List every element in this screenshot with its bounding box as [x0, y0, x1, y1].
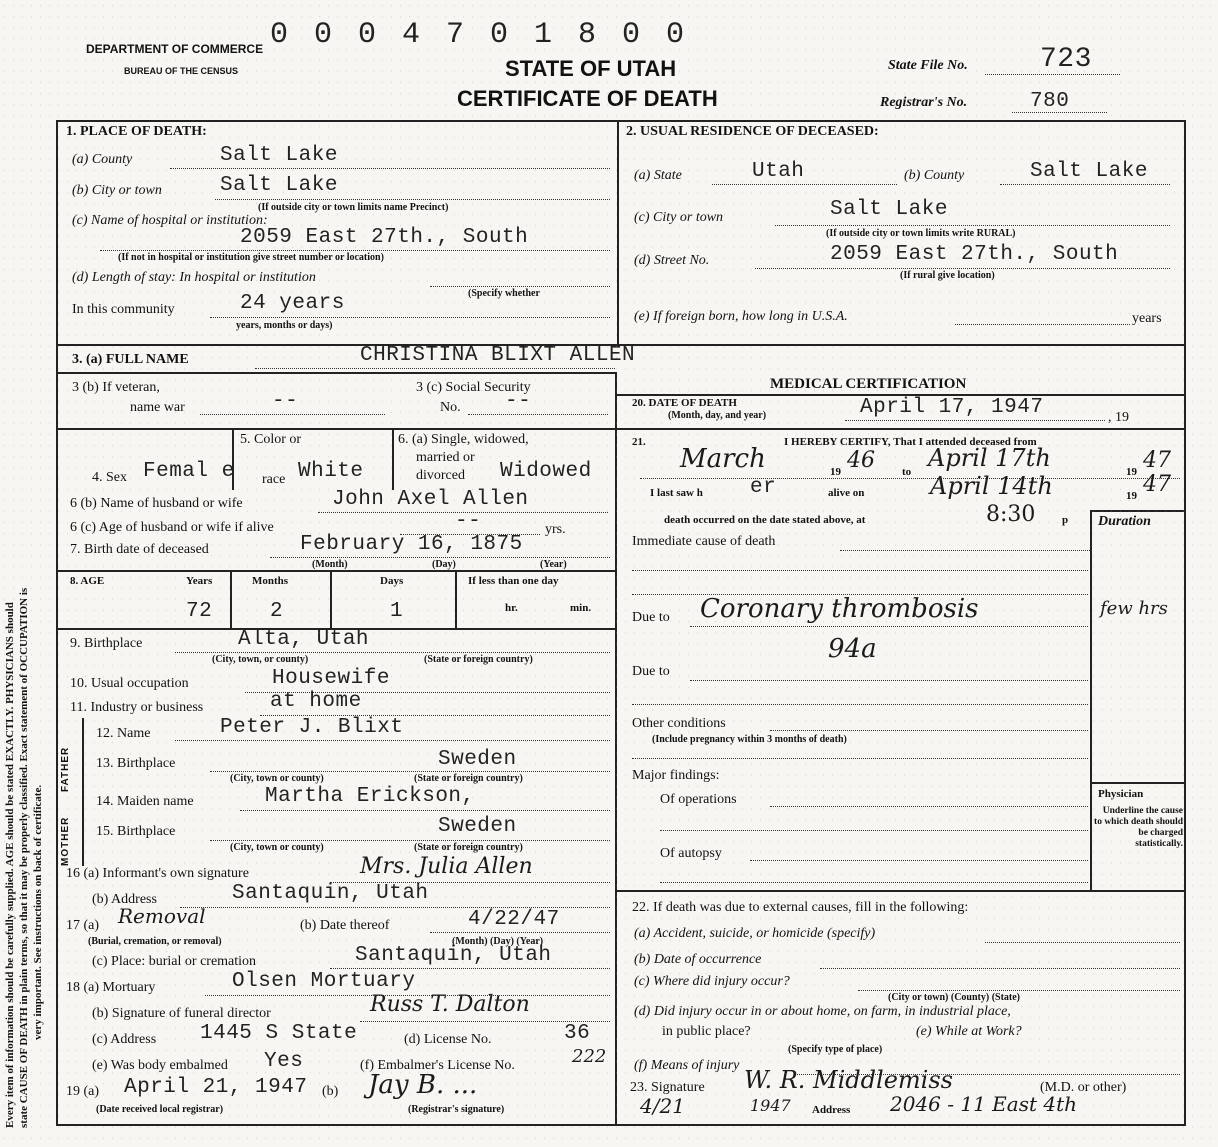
last-saw-pronoun[interactable]: er	[750, 476, 777, 499]
pod-county-label: (a) County	[72, 152, 133, 167]
age-hr-label: hr.	[505, 602, 518, 614]
burial-method-value[interactable]: Removal	[118, 904, 206, 928]
res-city-note: (If outside city or town limits write RURAL)	[826, 228, 1016, 239]
spouse-age-label: 6 (c) Age of husband or wife if alive	[70, 520, 274, 535]
res-street-value[interactable]: 2059 East 27th., South	[830, 243, 1119, 266]
state-file-number: 723	[1040, 44, 1092, 75]
father-birthplace-label: 13. Birthplace	[96, 756, 176, 771]
race-label: race	[262, 472, 286, 487]
external-f: (f) Means of injury	[634, 1058, 740, 1073]
registrar-date-note: (Date received local registrar)	[96, 1104, 224, 1115]
age-days-value[interactable]: 1	[390, 600, 404, 623]
external-d-b: in public place?	[662, 1024, 751, 1039]
ss-no-label: No.	[440, 400, 461, 415]
burial-date-label: (b) Date thereof	[300, 918, 390, 933]
pod-community-note: years, months or days)	[236, 320, 333, 331]
marital-label-c: divorced	[416, 468, 465, 483]
birthplace-label: 9. Birthplace	[70, 636, 143, 651]
birthplace-note-a: (City, town, or county)	[212, 654, 309, 665]
pod-hospital-note: (If not in hospital or institution give street number or location)	[118, 252, 384, 263]
full-name-value[interactable]: CHRISTINA BLIXT ALLEN	[360, 344, 636, 367]
marital-label-a: 6. (a) Single, widowed,	[398, 432, 529, 447]
director-label: (b) Signature of funeral director	[92, 1006, 271, 1021]
cert-text: I HEREBY CERTIFY, That I attended deceased from	[784, 436, 1037, 448]
age-less-label: If less than one day	[468, 575, 559, 587]
due-to-1-value[interactable]: Coronary thrombosis	[700, 594, 979, 624]
mother-name-label: 14. Maiden name	[96, 794, 194, 809]
spouse-value[interactable]: John Axel Allen	[332, 488, 529, 511]
mortuary-value[interactable]: Olsen Mortuary	[232, 970, 416, 993]
burial-label: 17 (a)	[66, 918, 100, 933]
year-hint: (Year)	[540, 559, 567, 570]
serial-number: 0 0 0 4 7 0 1 8 0 0	[270, 18, 689, 52]
sex-label: 4. Sex	[92, 470, 127, 485]
physician-label: Physician	[1098, 788, 1144, 800]
pod-hospital-value[interactable]: 2059 East 27th., South	[240, 226, 529, 249]
occupation-label: 10. Usual occupation	[70, 676, 189, 691]
medical-heading: MEDICAL CERTIFICATION	[770, 376, 967, 392]
pod-county-value[interactable]: Salt Lake	[220, 144, 338, 167]
director-signature[interactable]: Russ T. Dalton	[370, 992, 530, 1017]
veteran-war-label: name war	[130, 400, 185, 415]
res-county-label: (b) County	[904, 168, 965, 183]
spouse-age-unit: yrs.	[545, 522, 566, 537]
external-d: (d) Did injury occur in or about home, on farm, in industrial place,	[634, 1004, 1011, 1019]
ss-value[interactable]: --	[505, 390, 532, 413]
registrar-sig-label: (b)	[322, 1084, 339, 1099]
other-conditions-label: Other conditions	[632, 716, 726, 731]
license-value[interactable]: 36	[564, 1022, 591, 1045]
veteran-label: 3 (b) If veteran,	[72, 380, 160, 395]
res-street-label: (d) Street No.	[634, 253, 710, 268]
signature-year[interactable]: 1947	[750, 1096, 791, 1115]
major-findings-label: Major findings:	[632, 768, 720, 783]
res-county-value[interactable]: Salt Lake	[1030, 160, 1148, 183]
informant-address-value[interactable]: Santaquin, Utah	[232, 882, 429, 905]
last-saw-label: I last saw h	[650, 487, 703, 499]
age-min-label: min.	[570, 602, 592, 614]
informant-address-label: (b) Address	[92, 892, 157, 907]
department-label: DEPARTMENT OF COMMERCE	[86, 42, 264, 56]
registrar-label: 19 (a)	[66, 1084, 100, 1099]
pod-city-label: (b) City or town	[72, 183, 162, 198]
external-a: (a) Accident, suicide, or homicide (specify)	[634, 926, 876, 941]
full-name-label: 3. (a) FULL NAME	[72, 352, 189, 367]
mortuary-address-value[interactable]: 1445 S State	[200, 1022, 358, 1045]
bureau-label: BUREAU OF THE CENSUS	[124, 66, 239, 76]
mother-side-label: MOTHER	[60, 816, 71, 866]
mother-bp-note-b: (State or foreign country)	[414, 842, 523, 853]
cert-number: 21.	[632, 436, 646, 448]
last-saw-year-prefix: 19	[1126, 490, 1137, 502]
marital-label-b: married or	[416, 450, 475, 465]
burial-date-value[interactable]: 4/22/47	[468, 908, 560, 931]
death-time-suffix: p	[1062, 514, 1069, 526]
res-city-label: (c) City or town	[634, 210, 724, 225]
margin-instruction-2: state CAUSE OF DEATH in plain terms, so that it may be properly classified. Exact statement of OCCUPATION is	[18, 587, 30, 1128]
burial-date-note: (Month) (Day) (Year)	[452, 936, 544, 947]
res-state-label: (a) State	[634, 168, 682, 183]
last-saw-year[interactable]: 47	[1143, 472, 1171, 497]
age-years-label: Years	[186, 575, 213, 587]
birthdate-value[interactable]: February 16, 1875	[300, 533, 523, 556]
birthplace-value[interactable]: Alta, Utah	[238, 628, 370, 651]
alive-label: alive on	[828, 487, 865, 499]
age-months-value[interactable]: 2	[270, 600, 284, 623]
month-hint: (Month)	[312, 559, 348, 570]
death-date-label: 20. DATE OF DEATH	[632, 397, 737, 409]
immediate-cause-label: Immediate cause of death	[632, 534, 776, 549]
operations-label: Of operations	[660, 792, 737, 807]
registrar-sig-note: (Registrar's signature)	[408, 1104, 505, 1115]
death-date-suffix: , 19	[1108, 410, 1129, 425]
other-conditions-note: (Include pregnancy within 3 months of death)	[652, 734, 847, 745]
sex-value[interactable]: Femal e	[143, 460, 235, 483]
color-label: 5. Color or	[240, 432, 302, 447]
external-e: (e) While at Work?	[916, 1024, 1022, 1039]
pod-community-label: In this community	[72, 302, 175, 317]
physician-note: Underline the cause to which death should be charged statistically.	[1094, 806, 1183, 849]
occupation-value[interactable]: Housewife	[272, 667, 390, 690]
registrar-number: 780	[1030, 90, 1070, 113]
res-state-value[interactable]: Utah	[752, 160, 805, 183]
pod-hospital-label: (c) Name of hospital or institution:	[72, 213, 268, 228]
spouse-age-value[interactable]: --	[455, 510, 482, 533]
res-street-note: (If rural give location)	[900, 270, 995, 281]
cause-code: 94a	[828, 634, 877, 664]
res-foreign-label: (e) If foreign born, how long in U.S.A.	[634, 309, 848, 324]
registrar-date-value[interactable]: April 21, 1947	[124, 1076, 308, 1099]
pod-city-value[interactable]: Salt Lake	[220, 174, 338, 197]
external-place-note: (Specify type of place)	[788, 1044, 883, 1055]
embalmed-value[interactable]: Yes	[264, 1050, 304, 1073]
mother-birthplace-value[interactable]: Sweden	[438, 815, 517, 838]
day-hint: (Day)	[432, 559, 456, 570]
burial-place-label: (c) Place: burial or cremation	[92, 954, 257, 969]
signature-label: 23. Signature	[630, 1080, 705, 1095]
father-birthplace-value[interactable]: Sweden	[438, 748, 517, 771]
mortuary-label: 18 (a) Mortuary	[66, 980, 156, 995]
license-label: (d) License No.	[404, 1032, 492, 1047]
physician-signature[interactable]: W. R. Middlemiss	[744, 1066, 953, 1094]
place-of-death-heading: 1. PLACE OF DEATH:	[66, 124, 207, 139]
embalmed-label: (e) Was body embalmed	[92, 1058, 228, 1073]
age-label: 8. AGE	[70, 575, 105, 587]
industry-value[interactable]: at home	[270, 690, 362, 713]
death-date-value[interactable]: April 17, 1947	[860, 396, 1044, 419]
signature-address-label: Address	[812, 1104, 851, 1116]
state-file-label: State File No.	[888, 58, 968, 73]
death-time[interactable]: 8:30	[986, 502, 1036, 527]
attended-to-year[interactable]: 47	[1143, 448, 1171, 473]
occurred-label: death occurred on the date stated above, at	[664, 514, 866, 526]
burial-place-value[interactable]: Santaquin, Utah	[355, 944, 552, 967]
external-c-note: (City or town) (County) (State)	[888, 992, 1021, 1003]
attended-from-year[interactable]: 46	[847, 448, 875, 473]
from-year-prefix: 19	[830, 466, 841, 478]
registrar-signature[interactable]: Jay B. ...	[368, 1070, 478, 1100]
pod-specify-note: (Specify whether	[468, 288, 540, 299]
age-days-label: Days	[380, 575, 404, 587]
last-saw-date[interactable]: April 14th	[930, 472, 1053, 500]
mother-birthplace-label: 15. Birthplace	[96, 824, 176, 839]
to-year-prefix: 19	[1126, 466, 1137, 478]
res-foreign-unit: years	[1132, 311, 1162, 326]
industry-label: 11. Industry or business	[70, 700, 204, 715]
signature-address[interactable]: 2046 - 11 East 4th	[890, 1092, 1078, 1116]
due-to-1-label: Due to	[632, 610, 670, 625]
informant-signature[interactable]: Mrs. Julia Allen	[360, 854, 533, 879]
pod-community-value[interactable]: 24 years	[240, 292, 345, 315]
duration-label: Duration	[1098, 514, 1151, 529]
external-b: (b) Date of occurrence	[634, 952, 762, 967]
autopsy-label: Of autopsy	[660, 846, 722, 861]
embalmer-license-value[interactable]: 222	[572, 1046, 607, 1067]
mother-name-value[interactable]: Martha Erickson,	[265, 785, 475, 808]
informant-label: 16 (a) Informant's own signature	[66, 866, 249, 881]
certificate-title: CERTIFICATE OF DEATH	[457, 86, 718, 111]
veteran-value[interactable]: --	[272, 390, 299, 413]
margin-instruction-3: very important. See instructions on back of certificate.	[32, 784, 44, 1040]
race-value[interactable]: White	[298, 460, 364, 483]
due-to-2-label: Due to	[632, 664, 670, 679]
embalmer-license-label: (f) Embalmer's License No.	[360, 1058, 515, 1073]
due-to-1-duration[interactable]: few hrs	[1100, 598, 1168, 619]
residence-heading: 2. USUAL RESIDENCE OF DECEASED:	[626, 124, 879, 139]
external-heading: 22. If death was due to external causes, fill in the following:	[632, 900, 969, 915]
birthplace-note-b: (State or foreign country)	[424, 654, 533, 665]
signature-suffix: (M.D. or other)	[1040, 1080, 1127, 1095]
burial-method-note: (Burial, cremation, or removal)	[88, 936, 222, 947]
marital-value[interactable]: Widowed	[500, 460, 592, 483]
death-date-hint: (Month, day, and year)	[668, 410, 767, 421]
mother-bp-note-a: (City, town or county)	[230, 842, 324, 853]
birthdate-label: 7. Birth date of deceased	[70, 542, 209, 557]
pod-city-note: (If outside city or town limits name Precinct)	[258, 202, 449, 213]
signature-date[interactable]: 4/21	[640, 1094, 685, 1118]
ss-label: 3 (c) Social Security	[416, 380, 531, 395]
external-c: (c) Where did injury occur?	[634, 974, 790, 989]
father-bp-note-a: (City, town or county)	[230, 773, 324, 784]
attended-from[interactable]: March	[680, 444, 766, 474]
spouse-label: 6 (b) Name of husband or wife	[70, 496, 243, 511]
margin-instruction-1: Every item of information should be carefully supplied. AGE should be stated EXACTLY. PHYSICIANS should	[4, 602, 16, 1128]
age-years-value[interactable]: 72	[186, 600, 213, 623]
age-months-label: Months	[252, 575, 289, 587]
father-bp-note-b: (State or foreign country)	[414, 773, 523, 784]
res-city-value[interactable]: Salt Lake	[830, 198, 948, 221]
to-label: to	[902, 466, 912, 478]
father-name-label: 12. Name	[96, 726, 151, 741]
mortuary-address-label: (c) Address	[92, 1032, 157, 1047]
registrar-number-label: Registrar's No.	[880, 95, 968, 110]
father-side-label: FATHER	[60, 746, 71, 792]
father-name-value[interactable]: Peter J. Blixt	[220, 716, 404, 739]
attended-to[interactable]: April 17th	[928, 444, 1051, 472]
pod-stay-label: (d) Length of stay: In hospital or institution	[72, 270, 316, 285]
state-title: STATE OF UTAH	[505, 56, 677, 81]
